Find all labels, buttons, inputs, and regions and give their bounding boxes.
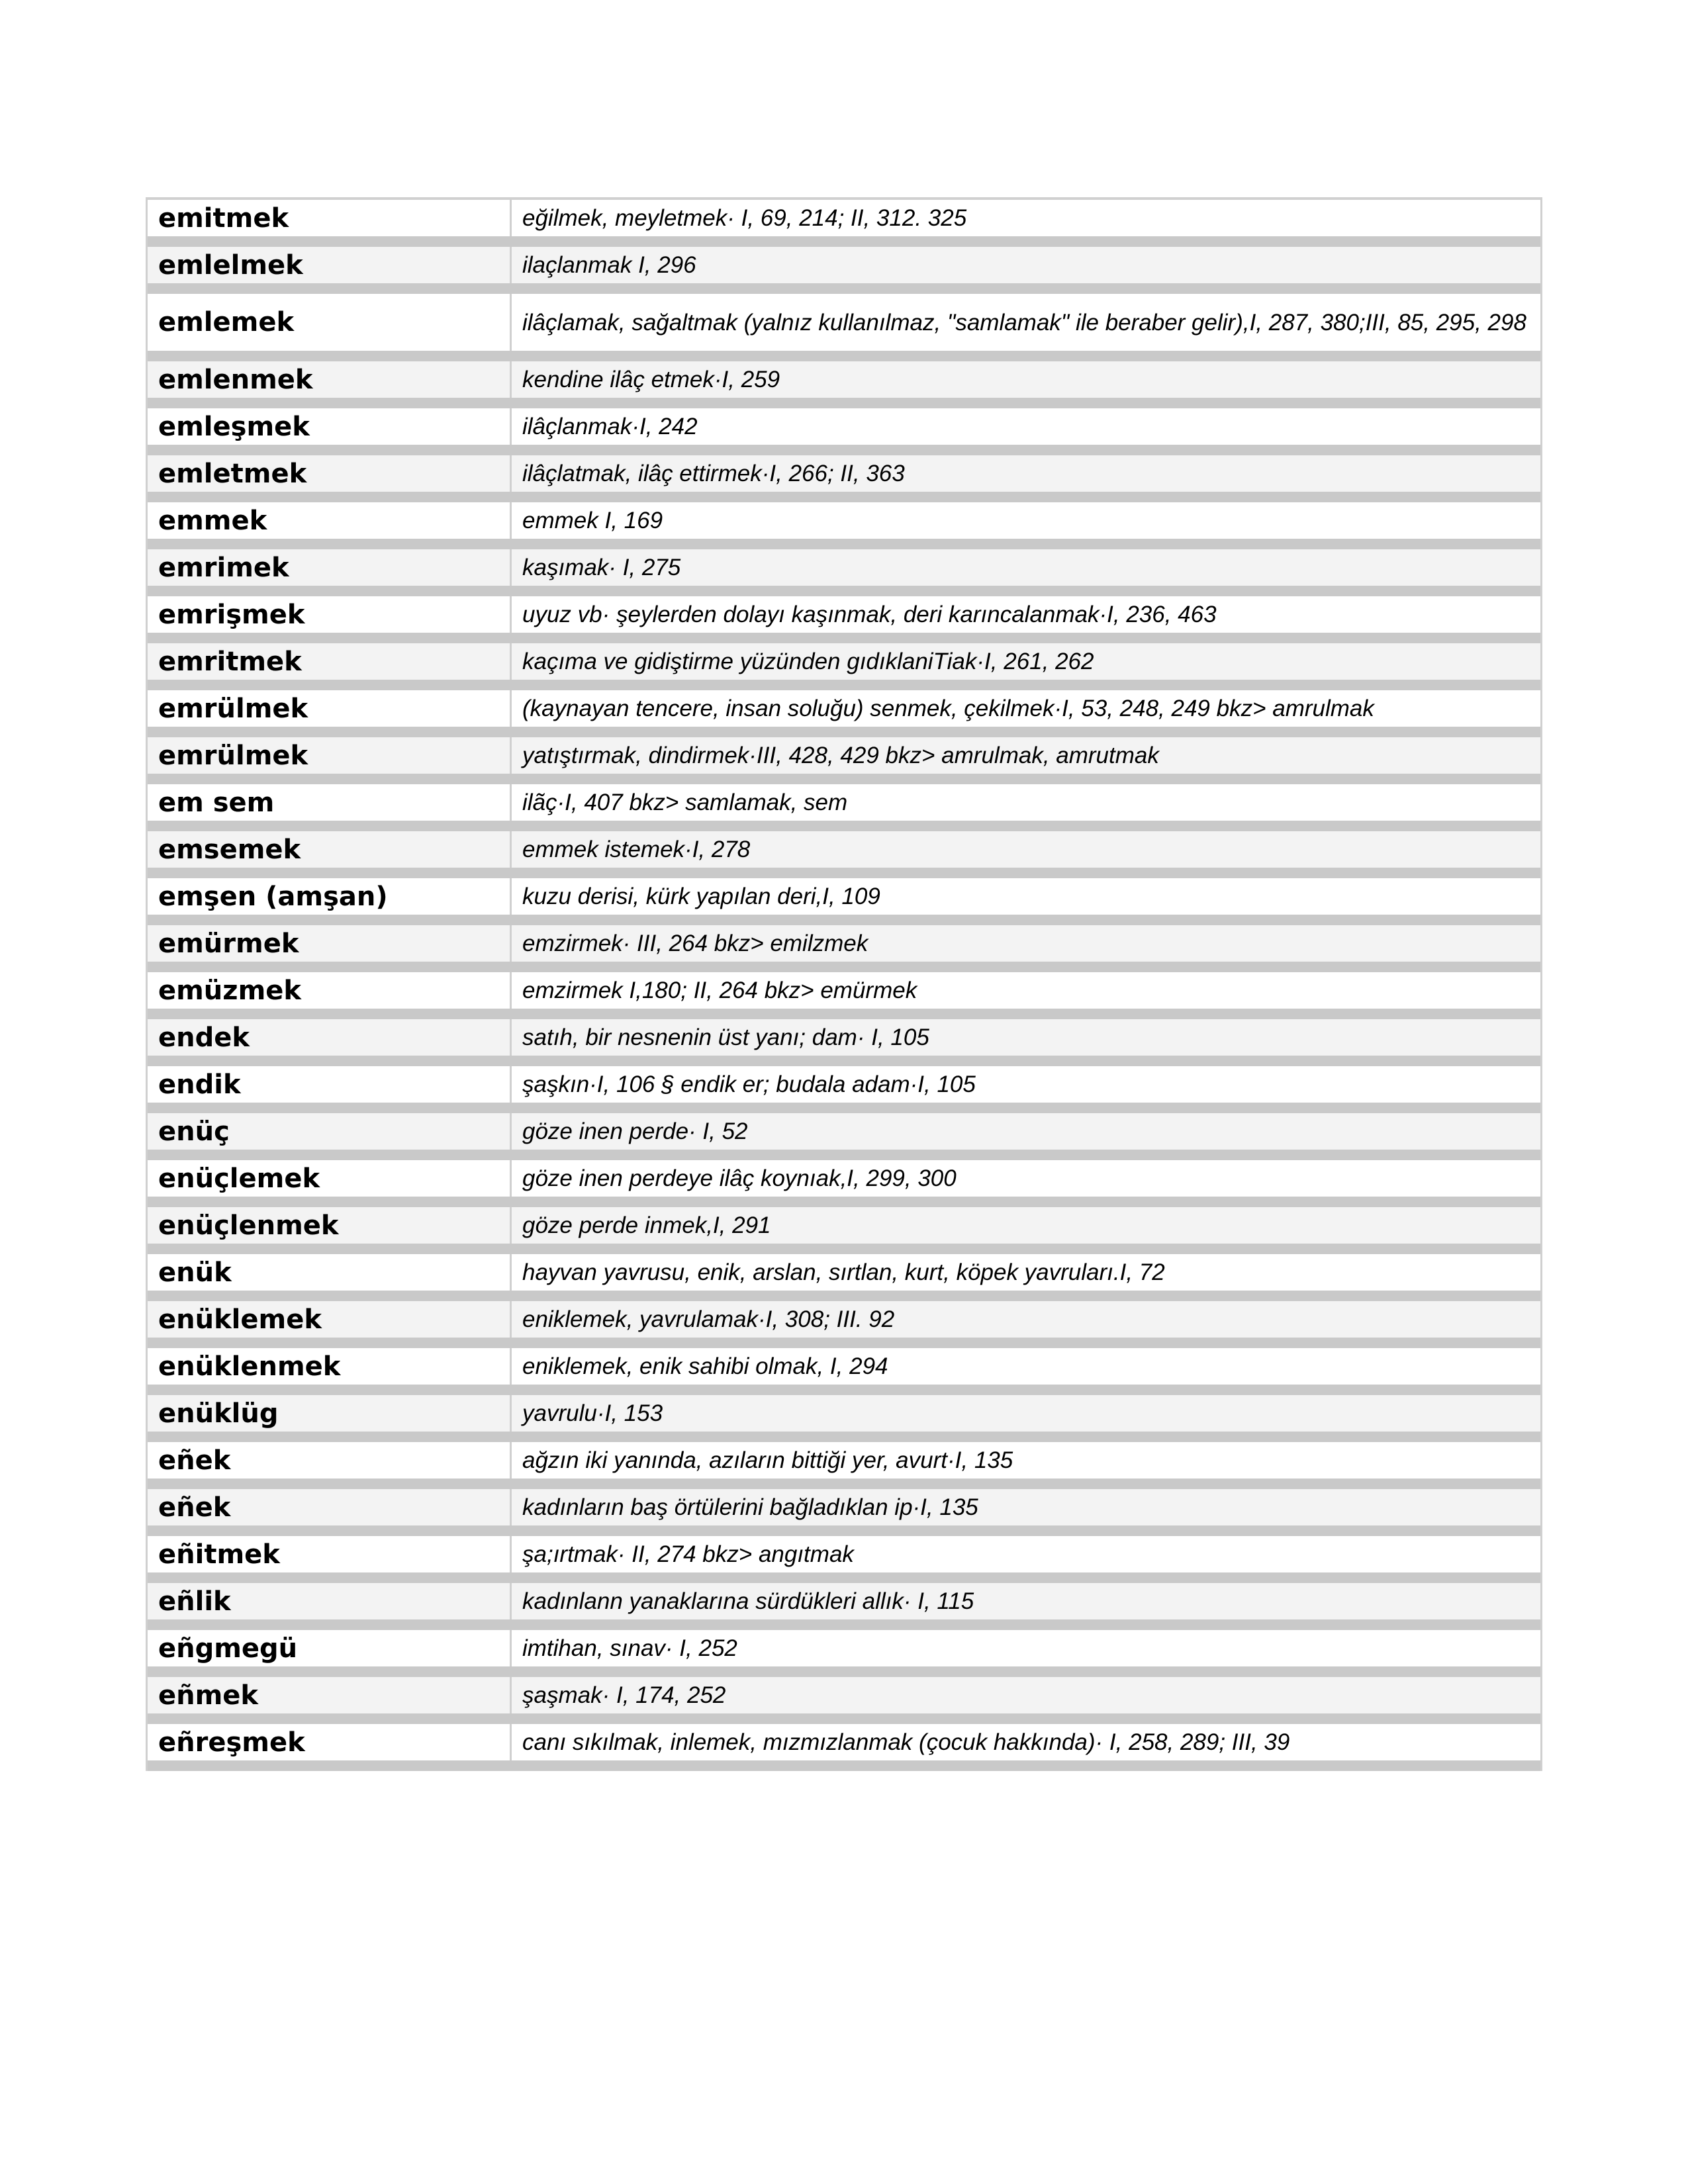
entry-term: enüçlenmek: [148, 1207, 512, 1244]
entry-term: emitmek: [148, 200, 512, 236]
entry-definition: imtihan, sınav· I, 252: [522, 1635, 737, 1661]
entry-definition: kadınlann yanaklarına sürdükleri allık· I, 115: [522, 1588, 974, 1614]
entry-definition: kaşımak· I, 275: [522, 555, 681, 580]
entry-term: emrülmek: [148, 690, 512, 727]
table-row: [148, 1160, 1540, 1207]
entry-definition: emmek istemek·I, 278: [522, 837, 751, 862]
table-row: [148, 1113, 1540, 1160]
entry-term: emürmek: [148, 925, 512, 962]
entry-definition: emzirmek· III, 264 bkz> emilzmek: [522, 931, 868, 956]
entry-term: em sem: [148, 784, 512, 821]
table-row: [148, 596, 1540, 643]
table-row: [148, 247, 1540, 294]
entry-term: emşen (amşan): [148, 878, 512, 915]
table-row: [148, 737, 1540, 784]
entry-definition: (kaynayan tencere, insan soluğu) senmek, çekilmek·I, 53, 248, 249 bkz> amrulmak: [522, 696, 1374, 721]
entry-term: eñek: [148, 1442, 512, 1479]
entry-term: enük: [148, 1254, 512, 1291]
table-row: [148, 1489, 1540, 1536]
entry-definition: ağzın iki yanında, azıların bittiği yer, avurt·I, 135: [522, 1447, 1013, 1473]
table-row: [148, 643, 1540, 690]
entry-definition: göze inen perde· I, 52: [522, 1118, 748, 1144]
table-row: [148, 1348, 1540, 1395]
entry-term: emrimek: [148, 549, 512, 586]
table-row: [148, 1442, 1540, 1489]
table-row: [148, 361, 1540, 408]
table-row: [148, 1066, 1540, 1113]
entry-definition: göze inen perdeye ilâç koynıak,I, 299, 300: [522, 1165, 957, 1191]
entry-definition: emmek I, 169: [522, 508, 663, 533]
entry-definition: hayvan yavrusu, enik, arslan, sırtlan, kurt, köpek yavruları.I, 72: [522, 1259, 1165, 1285]
table-row: [148, 1395, 1540, 1442]
entry-definition: uyuz vb· şeylerden dolayı kaşınmak, deri karıncalanmak·I, 236, 463: [522, 602, 1217, 627]
entry-term: enüçlemek: [148, 1160, 512, 1197]
entry-term: emlenmek: [148, 361, 512, 398]
entry-definition: eniklemek, enik sahibi olmak, I, 294: [522, 1353, 888, 1379]
entry-term: eñgmegü: [148, 1630, 512, 1666]
entry-definition: kadınların baş örtülerini bağladıklan ip·I, 135: [522, 1494, 978, 1520]
entry-term: emüzmek: [148, 972, 512, 1009]
entry-definition: şa;ırtmak· II, 274 bkz> angıtmak: [522, 1541, 854, 1567]
table-row: [148, 549, 1540, 596]
table-row: [148, 784, 1540, 831]
entry-term: endik: [148, 1066, 512, 1103]
entry-term: eñek: [148, 1489, 512, 1525]
table-row: [148, 878, 1540, 925]
entry-definition: ilãç·I, 407 bkz> samlamak, sem: [522, 790, 848, 815]
entry-term: emlemek: [148, 294, 512, 351]
table-row: [148, 294, 1540, 361]
entry-term: emletmek: [148, 455, 512, 492]
table-row: [148, 972, 1540, 1019]
entry-definition: şaşkın·I, 106 § endik er; budala adam·I, 105: [522, 1071, 976, 1097]
table-row: [148, 1019, 1540, 1066]
entry-term: emlelmek: [148, 247, 512, 283]
entry-definition: yavrulu·I, 153: [522, 1400, 663, 1426]
entry-term: enüç: [148, 1113, 512, 1150]
entry-term: eñitmek: [148, 1536, 512, 1572]
entry-definition: göze perde inmek,I, 291: [522, 1212, 771, 1238]
table-row: [148, 831, 1540, 878]
entry-term: emrülmek: [148, 737, 512, 774]
entry-definition: canı sıkılmak, inlemek, mızmızlanmak (çocuk hakkında)· I, 258, 289; III, 39: [522, 1729, 1290, 1755]
table-row: [148, 1207, 1540, 1254]
table-row: [148, 1254, 1540, 1301]
entry-definition: yatıştırmak, dindirmek·III, 428, 429 bkz> amrulmak, amrutmak: [522, 743, 1159, 768]
entry-definition: emzirmek I,180; II, 264 bkz> emürmek: [522, 978, 917, 1003]
entry-definition: kuzu derisi, kürk yapılan deri,I, 109: [522, 884, 880, 909]
table-row: [148, 690, 1540, 737]
entry-definition: eğilmek, meyletmek· I, 69, 214; II, 312. 325: [522, 205, 967, 231]
table-row: [148, 502, 1540, 549]
entry-definition: ilâçlatmak, ilâç ettirmek·I, 266; II, 363: [522, 461, 905, 486]
entry-definition: ilâçlamak, sağaltmak (yalnız kullanılmaz, "samlamak" ile beraber gelir),I, 287, 380;III, 85, 295, 298: [522, 309, 1526, 336]
entry-term: enüklüg: [148, 1395, 512, 1432]
table-row: [148, 1301, 1540, 1348]
entry-definition: kaçıma ve gidiştirme yüzünden gıdıklaniTiak·I, 261, 262: [522, 649, 1094, 674]
entry-term: eñmek: [148, 1677, 512, 1713]
entry-term: eñreşmek: [148, 1724, 512, 1760]
entry-definition: eniklemek, yavrulamak·I, 308; III. 92: [522, 1306, 895, 1332]
dictionary-table: [146, 197, 1542, 1771]
entry-definition: satıh, bir nesnenin üst yanı; dam· I, 105: [522, 1024, 929, 1050]
table-row: [148, 455, 1540, 502]
table-row: [148, 200, 1540, 247]
entry-definition: ilaçlanmak I, 296: [522, 252, 696, 278]
entry-term: emsemek: [148, 831, 512, 868]
table-row: [148, 1583, 1540, 1630]
entry-term: enüklemek: [148, 1301, 512, 1338]
entry-definition: kendine ilâç etmek·I, 259: [522, 367, 780, 392]
table-row: [148, 925, 1540, 972]
entry-term: emritmek: [148, 643, 512, 680]
table-row: [148, 1677, 1540, 1724]
entry-term: eñlik: [148, 1583, 512, 1619]
entry-term: enüklenmek: [148, 1348, 512, 1385]
entry-definition: ilâçlanmak·I, 242: [522, 414, 698, 439]
entry-definition: şaşmak· I, 174, 252: [522, 1682, 726, 1708]
entry-term: emleşmek: [148, 408, 512, 445]
table-row: [148, 1724, 1540, 1771]
entry-term: emrişmek: [148, 596, 512, 633]
table-row: [148, 1536, 1540, 1583]
table-row: [148, 1630, 1540, 1677]
table-row: [148, 408, 1540, 455]
entry-term: endek: [148, 1019, 512, 1056]
entry-term: emmek: [148, 502, 512, 539]
